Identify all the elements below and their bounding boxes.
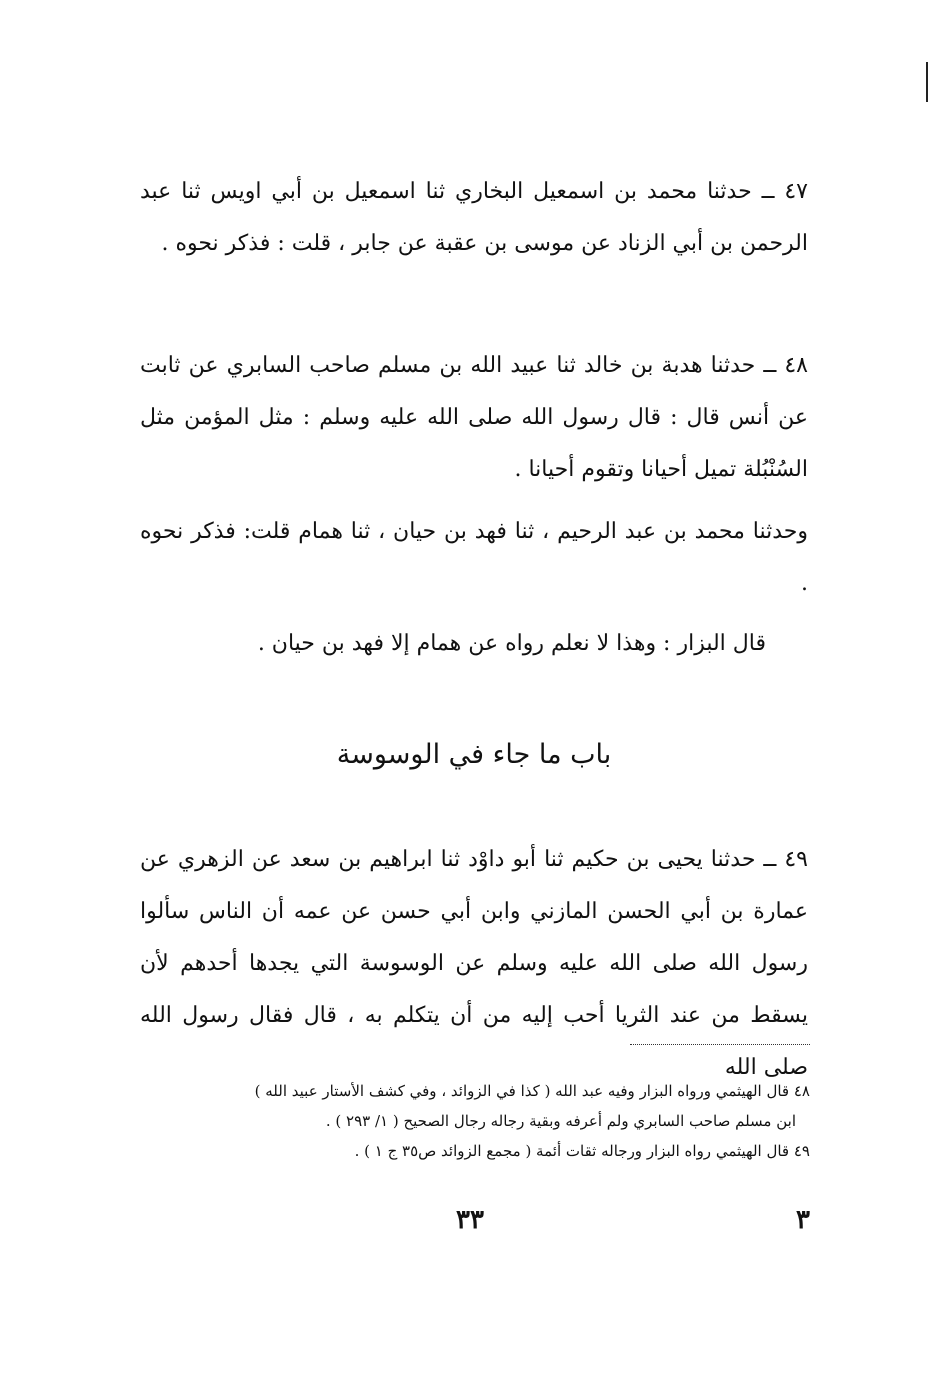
hadith-47-paragraph: ٤٧ ــ حدثنا محمد بن اسمعيل البخاري ثنا اسمعيل بن أبي اويس ثنا عبد الرحمن بن أبي الزناد عن موسى بن عقبة عن جابر ، قلت : فذكر نحوه . [140,179,808,256]
hadith-48-paragraph: ٤٨ ــ حدثنا هدبة بن خالد ثنا عبيد الله بن مسلم صاحب السابري عن ثابت عن أنس قال : قال رسول الله صلى الله عليه وسلم : مثل المؤمن مثل السُنْبُلة تميل أحيانا وتقوم أحيانا . [140,353,808,482]
hadith-48-second-chain: وحدثنا محمد بن عبد الرحيم ، ثنا فهد بن حيان ، ثنا همام قلت: فذكر نحوه . [140,519,808,596]
footnote-48-line-1: ٤٨ قال الهيثمي ورواه البزار وفيه عبد الله ( كذا في الزوائد ، وفي كشف الأستار عبيد الله ) [254,1082,810,1100]
hadith-48-bazzar-comment: قال البزار : وهذا لا نعلم رواه عن همام إلا فهد بن حيان . [257,631,766,656]
page-number: ٣٣ [456,1205,484,1235]
footnote-49: ٤٩ قال الهيثمي رواه البزار ورجاله ثقات أئمة ( مجمع الزوائد ص٣٥ ج ١ ) . [354,1142,810,1160]
signature-number: ٣ [796,1205,810,1235]
footnotes [140,1076,810,1166]
footnote-48-line-2: ابن مسلم صاحب السابري ولم أعرفه وبقية رجاله رجال الصحيح ( ١/ ٢٩٣ ) . [325,1112,796,1130]
scan-edge-mark [926,62,928,102]
hadith-49-paragraph: ٤٩ ــ حدثنا يحيى بن حكيم ثنا أبو داوْد ثنا ابراهيم بن سعد عن الزهري عن عمارة بن أبي الحسن المازني وابن أبي حسن عن عمه أن الناس سألوا رسول الله صلى الله عليه وسلم عن الوسوسة التي يجدها أحدهم لأن يسقط من عند الثريا أحب إليه من أن يتكلم به ، قال فقال رسول الله صلى الله [140,847,808,1080]
chapter-heading: باب ما جاء في الوسوسة [336,739,612,770]
footnote-separator [630,1044,810,1045]
